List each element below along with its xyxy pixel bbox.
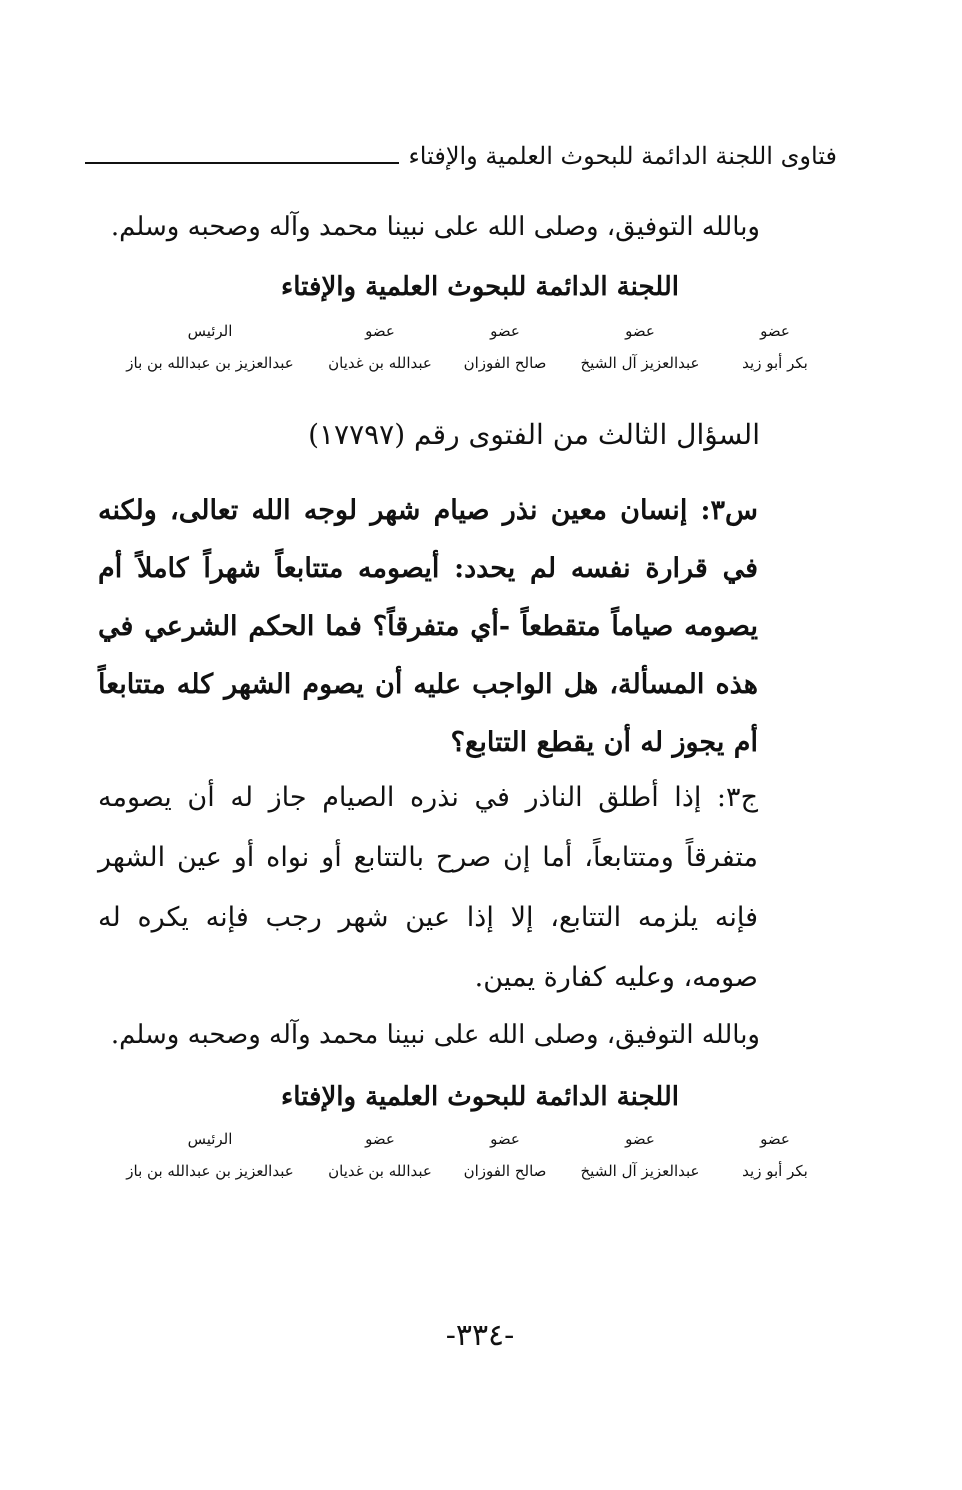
signature-member-4 (290, 1126, 470, 1184)
signature-name: عبدالله بن غديان (328, 1162, 432, 1180)
committee-name: اللجنة الدائمة للبحوث العلمية والإفتاء (281, 1082, 679, 1112)
signature-name: صالح الفوزان (463, 354, 547, 372)
running-header (85, 140, 837, 172)
signature-title: عضو (760, 1130, 790, 1148)
signature-chairman (120, 1126, 300, 1184)
signature-title: عضو (490, 322, 520, 340)
signature-chairman (120, 318, 300, 376)
question-text: س٣: إنسان معين نذر صيام شهر لوجه الله تعالى، ولكنه في قرارة نفسه لم يحدد: أيصومه متتابعاً شهراً كاملاً أم يصومه صياماً متقطعاً -أي متفرقاً؟ فما الحكم الشرعي في هذه المسألة، هل الواجب عليه أن يصوم الشهر كله متتابعاً أم يجوز له أن يقطع التتابع؟ (98, 495, 758, 758)
signature-title: عضو (365, 1130, 395, 1148)
signature-title: عضو (760, 322, 790, 340)
signature-name: بكر أبو زيد (742, 354, 808, 372)
signature-block (95, 318, 808, 378)
signature-block (95, 1126, 808, 1186)
signature-name: صالح الفوزان (463, 1162, 547, 1180)
signature-title: عضو (625, 1130, 655, 1148)
signature-title: عضو (625, 322, 655, 340)
signature-name: عبدالعزيز بن عبدالله بن باز (126, 354, 294, 372)
page-number: -٣٣٤- (445, 1318, 515, 1353)
closing-formula: وبالله التوفيق، وصلى الله على نبينا محمد وآله وصحبه وسلم. (110, 212, 760, 242)
signature-name: عبدالله بن غديان (328, 354, 432, 372)
signature-name: عبدالعزيز آل الشيخ (580, 354, 700, 372)
header-rule (85, 162, 399, 164)
answer-text: ج٣: إذا أطلق الناذر في نذره الصيام جاز له أن يصومه متفرقاً ومتتابعاً، أما إن صرح بالتتابع أو نواه أو عين الشهر فإنه يلزمه التتابع، إلا إذا عين شهر رجب فإنه يكره له صومه، وعليه كفارة يمين. (98, 782, 758, 993)
committee-name: اللجنة الدائمة للبحوث العلمية والإفتاء (281, 272, 679, 302)
signature-title: عضو (490, 1130, 520, 1148)
signature-name: عبدالعزيز آل الشيخ (580, 1162, 700, 1180)
signature-member-4 (290, 318, 470, 376)
signature-title: الرئيس (187, 322, 233, 340)
header-title: فتاوى اللجنة الدائمة للبحوث العلمية والإفتاء (408, 142, 837, 170)
signature-title: الرئيس (187, 1130, 233, 1148)
signature-name: بكر أبو زيد (742, 1162, 808, 1180)
signature-title: عضو (365, 322, 395, 340)
signature-name: عبدالعزيز بن عبدالله بن باز (126, 1162, 294, 1180)
fatwa-question-heading: السؤال الثالث من الفتوى رقم (١٧٧٩٧) (308, 418, 760, 451)
closing-formula: وبالله التوفيق، وصلى الله على نبينا محمد وآله وصحبه وسلم. (110, 1020, 760, 1050)
